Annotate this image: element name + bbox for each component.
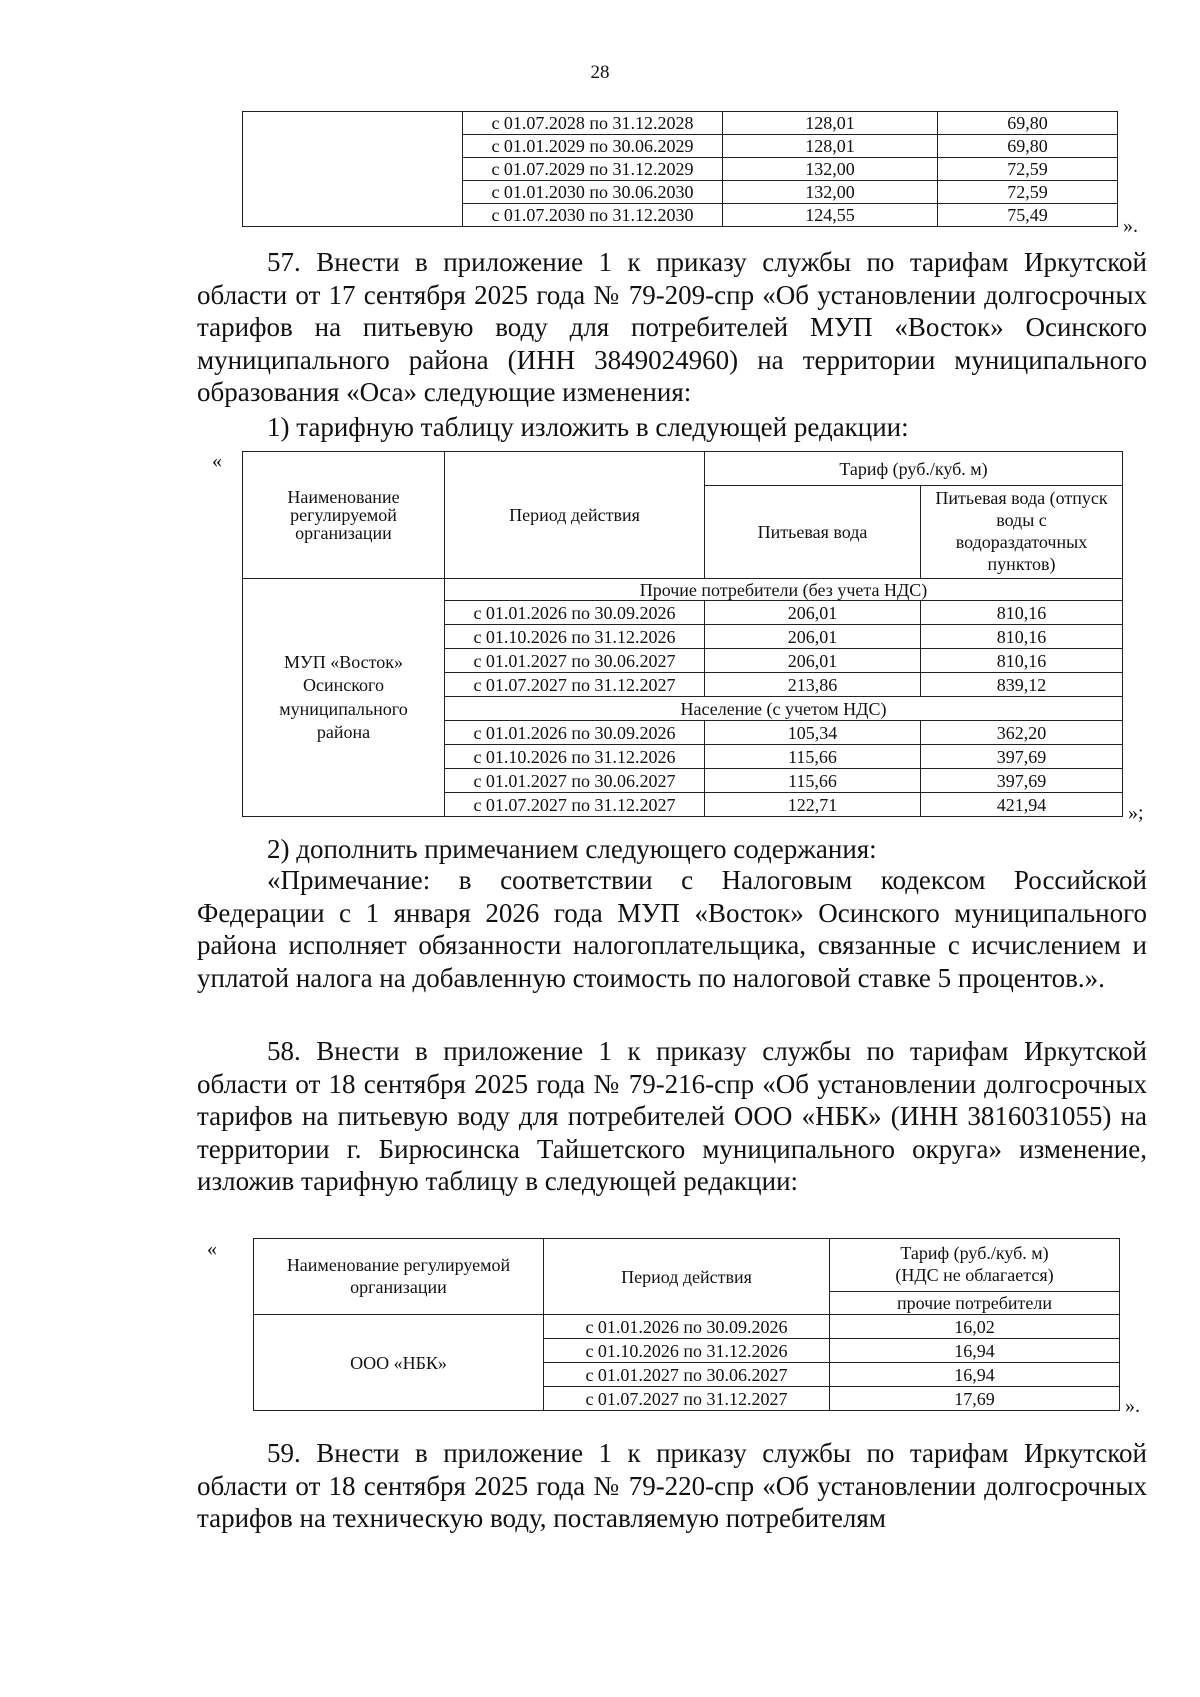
value-cell: 132,00 xyxy=(723,181,938,204)
period-cell: с 01.07.2030 по 31.12.2030 xyxy=(463,204,723,227)
closing-quote: »; xyxy=(1128,802,1144,824)
value-cell: 16,94 xyxy=(830,1363,1120,1387)
tariff-table-vostok xyxy=(242,451,1123,817)
header-drinking-water-points: Питьевая вода (отпуск воды с водораздаточных пунктов) xyxy=(921,486,1123,579)
group-population: Население (с учетом НДС) xyxy=(445,697,1123,721)
item-57-sub2: 2) дополнить примечанием следующего содержания: xyxy=(267,834,877,864)
item-58-paragraph: 58. Внести в приложение 1 к приказу службы по тарифам Иркутской области от 18 сентября 2025 года № 79-216-спр «Об установлении долгосрочных тарифов на питьевую воду для потребителей ООО «НБК» (ИНН 3816031055) на территории г. Бирюсинска Тайшетского муниципального округа» изменение, изложив тарифную таблицу в следующей редакции: xyxy=(197,1036,1147,1196)
value-cell: 206,01 xyxy=(705,649,921,673)
item-57-paragraph: 57. Внести в приложение 1 к приказу службы по тарифам Иркутской области от 17 сентября 2025 года № 79-209-спр «Об установлении долгосрочных тарифов на питьевую воду для потребителей МУП «Восток» Осинского муниципального района (ИНН 3849024960) на территории муниципального образования «Оса» следующие изменения: xyxy=(197,247,1147,407)
value-cell: 397,69 xyxy=(921,745,1123,769)
value-cell: 75,49 xyxy=(938,204,1118,227)
value-cell: 72,59 xyxy=(938,181,1118,204)
period-cell: с 01.01.2029 по 30.06.2029 xyxy=(463,135,723,158)
value-cell: 69,80 xyxy=(938,135,1118,158)
period-cell: с 01.07.2027 по 31.12.2027 xyxy=(445,673,705,697)
header-org: Наименование регулируемой организации xyxy=(243,452,445,579)
value-cell: 362,20 xyxy=(921,721,1123,745)
header-other-consumers: прочие потребители xyxy=(830,1292,1120,1315)
period-cell: с 01.01.2027 по 30.06.2027 xyxy=(544,1363,830,1387)
header-period: Период действия xyxy=(445,452,705,579)
page-number: 28 xyxy=(590,62,610,83)
value-cell: 810,16 xyxy=(921,625,1123,649)
tariff-table-continuation xyxy=(242,111,1118,227)
header-drinking-water: Питьевая вода xyxy=(705,486,921,579)
period-cell: с 01.10.2026 по 31.12.2026 xyxy=(445,745,705,769)
empty-org-cell xyxy=(243,112,463,227)
opening-quote: « xyxy=(212,450,222,472)
opening-quote: « xyxy=(207,1238,217,1260)
table-row xyxy=(243,112,1118,135)
value-cell: 810,16 xyxy=(921,649,1123,673)
period-cell: с 01.07.2027 по 31.12.2027 xyxy=(544,1387,830,1411)
value-cell: 72,59 xyxy=(938,158,1118,181)
value-cell: 124,55 xyxy=(723,204,938,227)
value-cell: 128,01 xyxy=(723,112,938,135)
value-cell: 122,71 xyxy=(705,793,921,817)
value-cell: 421,94 xyxy=(921,793,1123,817)
value-cell: 206,01 xyxy=(705,601,921,625)
period-cell: с 01.01.2027 по 30.06.2027 xyxy=(445,769,705,793)
period-cell: с 01.01.2026 по 30.09.2026 xyxy=(544,1315,830,1339)
period-cell: с 01.07.2029 по 31.12.2029 xyxy=(463,158,723,181)
item-57-sub1: 1) тарифную таблицу изложить в следующей редакции: xyxy=(267,412,909,442)
value-cell: 69,80 xyxy=(938,112,1118,135)
value-cell: 810,16 xyxy=(921,601,1123,625)
period-cell: с 01.10.2026 по 31.12.2026 xyxy=(544,1339,830,1363)
period-cell: с 01.01.2030 по 30.06.2030 xyxy=(463,181,723,204)
period-cell: с 01.07.2028 по 31.12.2028 xyxy=(463,112,723,135)
value-cell: 115,66 xyxy=(705,745,921,769)
table-row xyxy=(254,1315,1120,1339)
period-cell: с 01.07.2027 по 31.12.2027 xyxy=(445,793,705,817)
header-tariff: Тариф (руб./куб. м) xyxy=(705,452,1123,486)
value-cell: 16,02 xyxy=(830,1315,1120,1339)
value-cell: 839,12 xyxy=(921,673,1123,697)
period-cell: с 01.01.2026 по 30.09.2026 xyxy=(445,721,705,745)
value-cell: 128,01 xyxy=(723,135,938,158)
header-org: Наименование регулируемой организации xyxy=(254,1239,544,1315)
value-cell: 213,86 xyxy=(705,673,921,697)
value-cell: 206,01 xyxy=(705,625,921,649)
item-57-note: «Примечание: в соответствии с Налоговым кодексом Российской Федерации с 1 января 2026 года МУП «Восток» Осинского муниципального района исполняет обязанности налогоплательщика, связанные с исчислением и уплатой налога на добавленную стоимость по налоговой ставке 5 процентов.». xyxy=(197,865,1147,993)
tariff-table-nbk xyxy=(253,1238,1120,1411)
header-period: Период действия xyxy=(544,1239,830,1315)
value-cell: 105,34 xyxy=(705,721,921,745)
period-cell: с 01.01.2027 по 30.06.2027 xyxy=(445,649,705,673)
value-cell: 132,00 xyxy=(723,158,938,181)
value-cell: 17,69 xyxy=(830,1387,1120,1411)
closing-quote: ». xyxy=(1125,1395,1140,1417)
value-cell: 115,66 xyxy=(705,769,921,793)
value-cell: 397,69 xyxy=(921,769,1123,793)
org-cell: ООО «НБК» xyxy=(254,1315,544,1411)
group-other-consumers: Прочие потребители (без учета НДС) xyxy=(445,579,1123,601)
org-cell: МУП «Восток» Осинского муниципального района xyxy=(243,579,445,817)
closing-quote: ». xyxy=(1123,215,1138,237)
header-tariff: Тариф (руб./куб. м) (НДС не облагается) xyxy=(830,1239,1120,1292)
value-cell: 16,94 xyxy=(830,1339,1120,1363)
period-cell: с 01.01.2026 по 30.09.2026 xyxy=(445,601,705,625)
item-59-paragraph: 59. Внести в приложение 1 к приказу службы по тарифам Иркутской области от 18 сентября 2025 года № 79-220-спр «Об установлении долгосрочных тарифов на техническую воду, поставляемую потребителям xyxy=(197,1438,1147,1533)
period-cell: с 01.10.2026 по 31.12.2026 xyxy=(445,625,705,649)
